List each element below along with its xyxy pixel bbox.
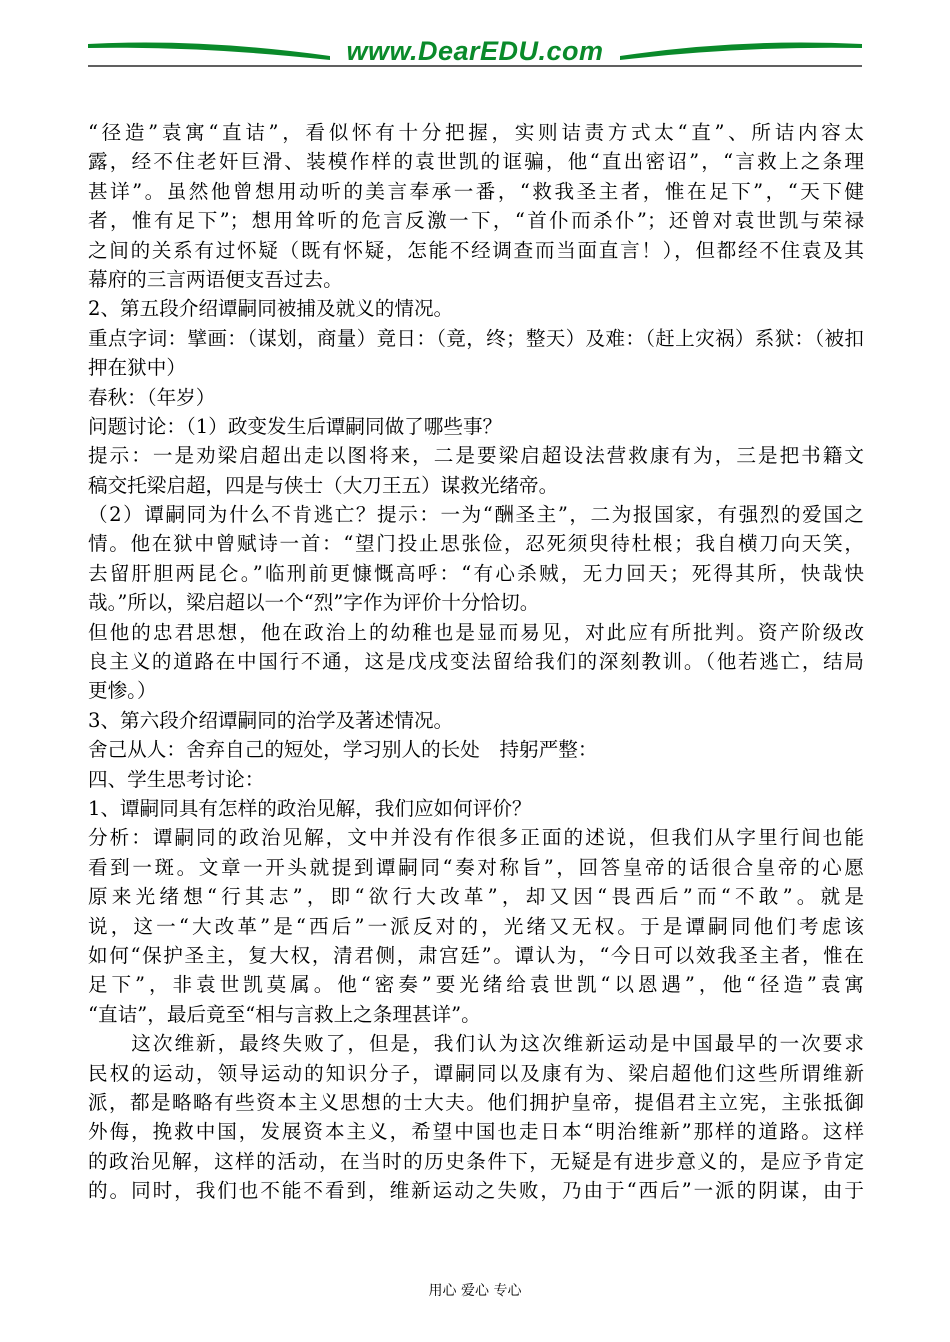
text-line: 2、第五段介绍谭嗣同被捕及就义的情况。 (88, 297, 454, 321)
text-line: 1、谭嗣同具有怎样的政治见解，我们应如何评价？ (88, 796, 532, 820)
site-logo-text[interactable]: www.DearEDU.com (346, 36, 604, 66)
text-line: 的政治见解，这样的活动，在当时的历史条件下，无疑是有进步意义的，是应予肯定 (88, 1149, 864, 1173)
text-line: 幕府的三言两语便支吾过去。 (88, 267, 343, 291)
text-line: 良主义的道路在中国行不通，这是戊戌变法留给我们的深刻教训。（他若逃亡，结局 (88, 650, 864, 674)
text-line: 这次维新，最终失败了，但是，我们认为这次维新运动是中国最早的一次要求 (88, 1032, 864, 1056)
text-line: 民权的运动，领导运动的知识分子，谭嗣同以及康有为、梁启超他们这些所谓维新 (88, 1061, 864, 1085)
text-line: 者，惟有足下”；想用耸听的危言反激一下，“首仆而杀仆”；还曾对袁世凯与荣禄 (88, 209, 864, 233)
text-line: 分析：谭嗣同的政治见解，文中并没有作很多正面的述说，但我们从字里行间也能 (88, 826, 864, 850)
text-line: 派，都是略略有些资本主义思想的士大夫。他们拥护皇帝，提倡君主立宪，主张抵御 (88, 1090, 864, 1114)
text-line: 露，经不住老奸巨滑、装模作样的袁世凯的诓骗，他“直出密诏”，“言救上之条理 (88, 150, 864, 174)
text-line: 舍己从人：舍弃自己的短处，学习别人的长处 持躬严整： (88, 738, 598, 762)
text-line: （2）谭嗣同为什么不肯逃亡？提示：一为“酬圣主”，二为报国家，有强烈的爱国之 (88, 503, 864, 527)
text-line: 问题讨论：（1）政变发生后谭嗣同做了哪些事？ (88, 414, 503, 438)
text-line: 更惨。） (88, 679, 157, 703)
text-line: 情。他在狱中曾赋诗一首：“望门投止思张俭，忍死须臾待杜根；我自横刀向天笑， (88, 532, 864, 556)
text-line: 稿交托梁启超，四是与侠士（大刀王五）谋救光绪帝。 (88, 473, 559, 497)
text-line: 外侮，挽救中国，发展资本主义，希望中国也走日本“明治维新”那样的道路。这样 (88, 1120, 864, 1144)
text-line: “径造”袁寓“直诘”，看似怀有十分把握，实则诘责方式太“直”、所诘内容太 (88, 121, 864, 144)
text-line: “直诘”，最后竟至“相与言救上之条理甚详”。 (88, 1002, 481, 1026)
document-body (88, 118, 864, 1205)
text-line: 但他的忠君思想，他在政治上的幼稚也是显而易见，对此应有所批判。资产阶级改 (88, 620, 864, 644)
page-header (0, 0, 950, 80)
text-line: 重点字词：擘画：（谋划，商量）竟日：（竟，终；整天）及难：（赶上灾祸）系狱：（被扣 (88, 326, 864, 350)
text-line: 提示：一是劝梁启超出走以图将来，二是要梁启超设法营救康有为，三是把书籍文 (88, 444, 864, 468)
text-line: 四、学生思考讨论： (88, 767, 265, 791)
text-line: 3、第六段介绍谭嗣同的治学及著述情况。 (88, 708, 454, 732)
page-footer: 用心 爱心 专心 (428, 1283, 522, 1299)
text-line: 的。同时，我们也不能不看到，维新运动之失败，乃由于“西后”一派的阴谋，由于 (88, 1179, 864, 1203)
text-line: 押在狱中） (88, 356, 186, 380)
text-line: 之间的关系有过怀疑（既有怀疑，怎能不经调查而当面直言！），但都经不住袁及其 (88, 238, 864, 262)
text-line: 看到一斑。文章一开头就提到谭嗣同“奏对称旨”，回答皇帝的话很合皇帝的心愿 (88, 855, 864, 879)
text-line: 春秋：（年岁） (88, 385, 216, 409)
text-line: 甚详”。虽然他曾想用动听的美言奉承一番，“救我圣主者，惟在足下”，“天下健 (88, 179, 864, 203)
text-line: 原来光绪想“行其志”，即“欲行大改革”，却又因“畏西后”而“不敢”。就是 (88, 885, 864, 909)
text-line: 去留肝胆两昆仑。”临刑前更慷慨高呼：“有心杀贼，无力回天；死得其所，快哉快 (88, 561, 864, 585)
text-line: 说，这一“大改革”是“西后”一派反对的，光绪又无权。于是谭嗣同他们考虑该 (88, 914, 864, 938)
text-line: 足下”，非袁世凯莫属。他“密奏”要光绪给袁世凯“以恩遇”，他“径造”袁寓 (88, 973, 864, 997)
text-line: 哉。”所以，梁启超以一个“烈”字作为评价十分恰切。 (88, 591, 540, 615)
text-line: 如何“保护圣主，复大权，清君侧，肃宫廷”。谭认为，“今日可以效我圣主者，惟在 (88, 943, 864, 967)
